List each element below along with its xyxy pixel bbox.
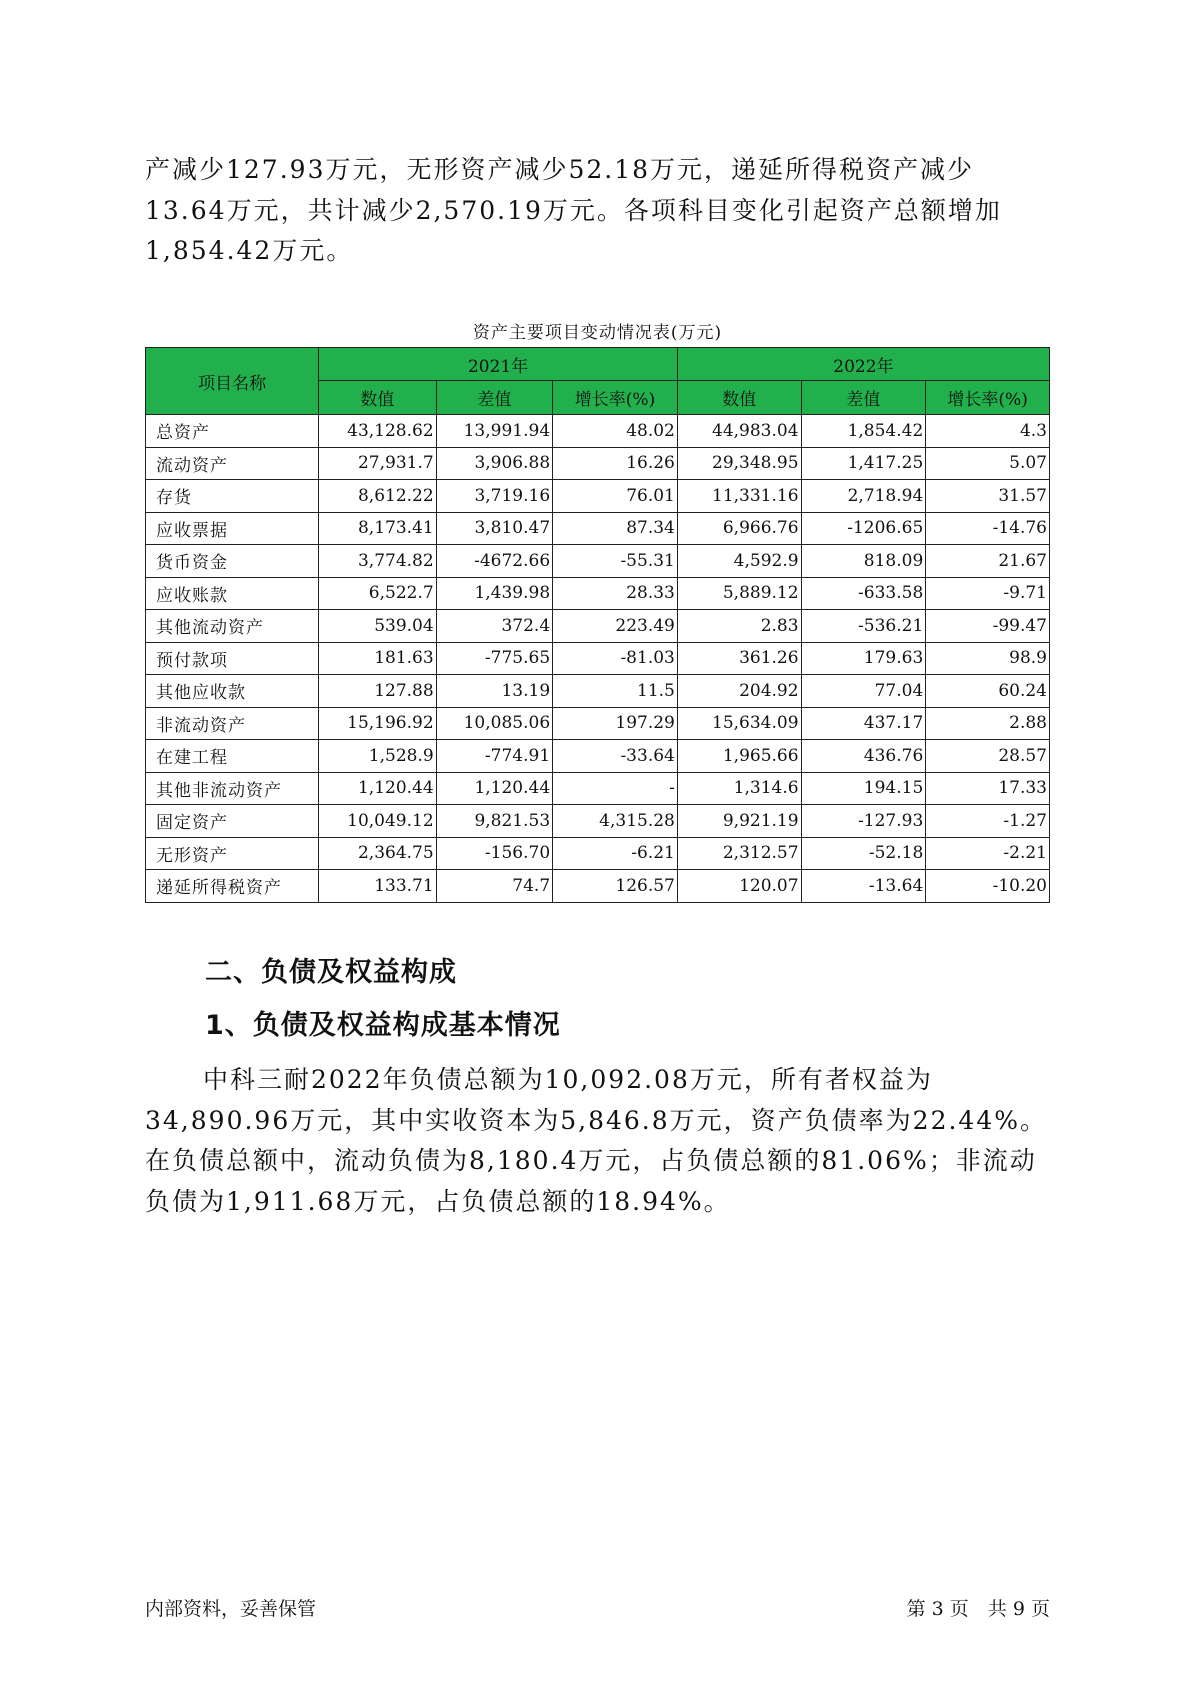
- cell-g21: 223.49: [553, 610, 678, 643]
- header-growth-2022: 增长率(%): [926, 381, 1050, 415]
- row-item-name: 总资产: [146, 415, 319, 448]
- cell-g22: 21.67: [926, 545, 1050, 578]
- footer-page-number: [907, 1594, 1050, 1621]
- header-year-2021: 2021年: [319, 348, 678, 381]
- page-current: 3: [931, 1598, 944, 1620]
- cell-v22: 120.07: [677, 870, 801, 903]
- header-item-name: 项目名称: [146, 348, 319, 415]
- row-item-name: 无形资产: [146, 837, 319, 870]
- row-item-name: 其他非流动资产: [146, 772, 319, 805]
- cell-g22: -9.71: [926, 577, 1050, 610]
- cell-v22: 9,921.19: [677, 805, 801, 838]
- cell-g22: 60.24: [926, 675, 1050, 708]
- cell-v22: 6,966.76: [677, 512, 801, 545]
- cell-g21: 16.26: [553, 447, 678, 480]
- table-row: [146, 707, 1050, 740]
- cell-v21: 43,128.62: [319, 415, 437, 448]
- cell-v22: 11,331.16: [677, 480, 801, 513]
- table-row: [146, 512, 1050, 545]
- cell-g22: 98.9: [926, 642, 1050, 675]
- cell-d21: 9,821.53: [436, 805, 552, 838]
- cell-d22: 436.76: [801, 740, 926, 773]
- cell-v22: 204.92: [677, 675, 801, 708]
- cell-d21: 1,120.44: [436, 772, 552, 805]
- row-item-name: 固定资产: [146, 805, 319, 838]
- cell-d21: 10,085.06: [436, 707, 552, 740]
- section-heading: 二、负债及权益构成: [205, 957, 457, 988]
- asset-change-table: [145, 347, 1050, 903]
- row-item-name: 非流动资产: [146, 707, 319, 740]
- cell-d21: 3,810.47: [436, 512, 552, 545]
- cell-v21: 1,528.9: [319, 740, 437, 773]
- header-diff-2021: 差值: [436, 381, 552, 415]
- row-item-name: 应收票据: [146, 512, 319, 545]
- cell-v21: 3,774.82: [319, 545, 437, 578]
- cell-v21: 27,931.7: [319, 447, 437, 480]
- cell-d22: 818.09: [801, 545, 926, 578]
- row-item-name: 存货: [146, 480, 319, 513]
- cell-g22: -1.27: [926, 805, 1050, 838]
- table-row: [146, 480, 1050, 513]
- cell-g22: -10.20: [926, 870, 1050, 903]
- row-item-name: 递延所得税资产: [146, 870, 319, 903]
- body-paragraph-liabilities: 中科三耐2022年负债总额为10,092.08万元，所有者权益为34,890.96万元，其中实收资本为5,846.8万元，资产负债率为22.44%。在负债总额中，流动负债为8,180.4万元，占负债总额的81.06%；非流动负债为1,911.68万元，占负债总额的18.94%。: [145, 1065, 1047, 1216]
- table-row: [146, 837, 1050, 870]
- cell-g22: -2.21: [926, 837, 1050, 870]
- table-row: [146, 577, 1050, 610]
- cell-d21: -4672.66: [436, 545, 552, 578]
- row-item-name: 在建工程: [146, 740, 319, 773]
- table-row: [146, 447, 1050, 480]
- header-growth-2021: 增长率(%): [553, 381, 678, 415]
- cell-g21: -: [553, 772, 678, 805]
- header-year-2022: 2022年: [677, 348, 1049, 381]
- page-suffix: 页: [1030, 1598, 1050, 1620]
- cell-g21: 76.01: [553, 480, 678, 513]
- cell-v21: 1,120.44: [319, 772, 437, 805]
- cell-d21: 13.19: [436, 675, 552, 708]
- cell-v22: 2,312.57: [677, 837, 801, 870]
- footer-confidential-note: 内部资料，妥善保管: [145, 1598, 317, 1620]
- page-mid: 页 共: [949, 1598, 1007, 1620]
- subsection-heading: 1、负债及权益构成基本情况: [205, 1010, 561, 1041]
- table-row: [146, 740, 1050, 773]
- cell-g22: 5.07: [926, 447, 1050, 480]
- cell-g21: 4,315.28: [553, 805, 678, 838]
- row-item-name: 流动资产: [146, 447, 319, 480]
- table-row: [146, 642, 1050, 675]
- cell-v21: 2,364.75: [319, 837, 437, 870]
- cell-d22: 1,854.42: [801, 415, 926, 448]
- cell-g21: 11.5: [553, 675, 678, 708]
- table-row: [146, 415, 1050, 448]
- cell-v22: 5,889.12: [677, 577, 801, 610]
- cell-v21: 8,173.41: [319, 512, 437, 545]
- cell-v22: 29,348.95: [677, 447, 801, 480]
- cell-v22: 1,314.6: [677, 772, 801, 805]
- table-row: [146, 805, 1050, 838]
- cell-d21: -156.70: [436, 837, 552, 870]
- cell-d22: 437.17: [801, 707, 926, 740]
- cell-d22: 194.15: [801, 772, 926, 805]
- cell-d22: 2,718.94: [801, 480, 926, 513]
- cell-g22: 17.33: [926, 772, 1050, 805]
- table-row: [146, 545, 1050, 578]
- cell-d22: -536.21: [801, 610, 926, 643]
- cell-g22: 4.3: [926, 415, 1050, 448]
- cell-v21: 181.63: [319, 642, 437, 675]
- row-item-name: 应收账款: [146, 577, 319, 610]
- cell-v21: 15,196.92: [319, 707, 437, 740]
- row-item-name: 其他应收款: [146, 675, 319, 708]
- header-diff-2022: 差值: [801, 381, 926, 415]
- table-row: [146, 675, 1050, 708]
- cell-d22: -127.93: [801, 805, 926, 838]
- cell-g22: 31.57: [926, 480, 1050, 513]
- page-total: 9: [1012, 1598, 1025, 1620]
- cell-v22: 361.26: [677, 642, 801, 675]
- cell-d21: 74.7: [436, 870, 552, 903]
- cell-v22: 15,634.09: [677, 707, 801, 740]
- cell-d22: -13.64: [801, 870, 926, 903]
- cell-d22: -52.18: [801, 837, 926, 870]
- cell-d21: 13,991.94: [436, 415, 552, 448]
- cell-v22: 4,592.9: [677, 545, 801, 578]
- table-row: [146, 870, 1050, 903]
- cell-d21: 3,906.88: [436, 447, 552, 480]
- cell-v22: 1,965.66: [677, 740, 801, 773]
- cell-v21: 133.71: [319, 870, 437, 903]
- cell-d22: -1206.65: [801, 512, 926, 545]
- table-body: [146, 415, 1050, 903]
- header-value-2021: 数值: [319, 381, 437, 415]
- cell-v21: 539.04: [319, 610, 437, 643]
- cell-g21: 126.57: [553, 870, 678, 903]
- cell-v21: 6,522.7: [319, 577, 437, 610]
- header-value-2022: 数值: [677, 381, 801, 415]
- cell-v21: 127.88: [319, 675, 437, 708]
- cell-d21: -775.65: [436, 642, 552, 675]
- cell-d21: 372.4: [436, 610, 552, 643]
- cell-v22: 2.83: [677, 610, 801, 643]
- cell-v21: 10,049.12: [319, 805, 437, 838]
- body-paragraph-assets: 产减少127.93万元，无形资产减少52.18万元，递延所得税资产减少13.64万元，共计减少2,570.19万元。各项科目变化引起资产总额增加1,854.42万元。: [145, 155, 1002, 265]
- cell-g22: -14.76: [926, 512, 1050, 545]
- cell-d22: 1,417.25: [801, 447, 926, 480]
- cell-d22: 179.63: [801, 642, 926, 675]
- cell-d21: 3,719.16: [436, 480, 552, 513]
- cell-d22: 77.04: [801, 675, 926, 708]
- cell-g21: -6.21: [553, 837, 678, 870]
- row-item-name: 货币资金: [146, 545, 319, 578]
- cell-v22: 44,983.04: [677, 415, 801, 448]
- table-row: [146, 772, 1050, 805]
- cell-g21: 28.33: [553, 577, 678, 610]
- cell-g21: 87.34: [553, 512, 678, 545]
- cell-d21: 1,439.98: [436, 577, 552, 610]
- row-item-name: 预付款项: [146, 642, 319, 675]
- cell-g21: -55.31: [553, 545, 678, 578]
- cell-g22: 2.88: [926, 707, 1050, 740]
- row-item-name: 其他流动资产: [146, 610, 319, 643]
- cell-g21: -81.03: [553, 642, 678, 675]
- cell-d22: -633.58: [801, 577, 926, 610]
- cell-v21: 8,612.22: [319, 480, 437, 513]
- cell-d21: -774.91: [436, 740, 552, 773]
- cell-g21: -33.64: [553, 740, 678, 773]
- page-prefix: 第: [906, 1598, 926, 1620]
- table-row: [146, 610, 1050, 643]
- cell-g22: -99.47: [926, 610, 1050, 643]
- cell-g22: 28.57: [926, 740, 1050, 773]
- cell-g21: 197.29: [553, 707, 678, 740]
- table-caption: 资产主要项目变动情况表(万元): [472, 323, 723, 343]
- cell-g21: 48.02: [553, 415, 678, 448]
